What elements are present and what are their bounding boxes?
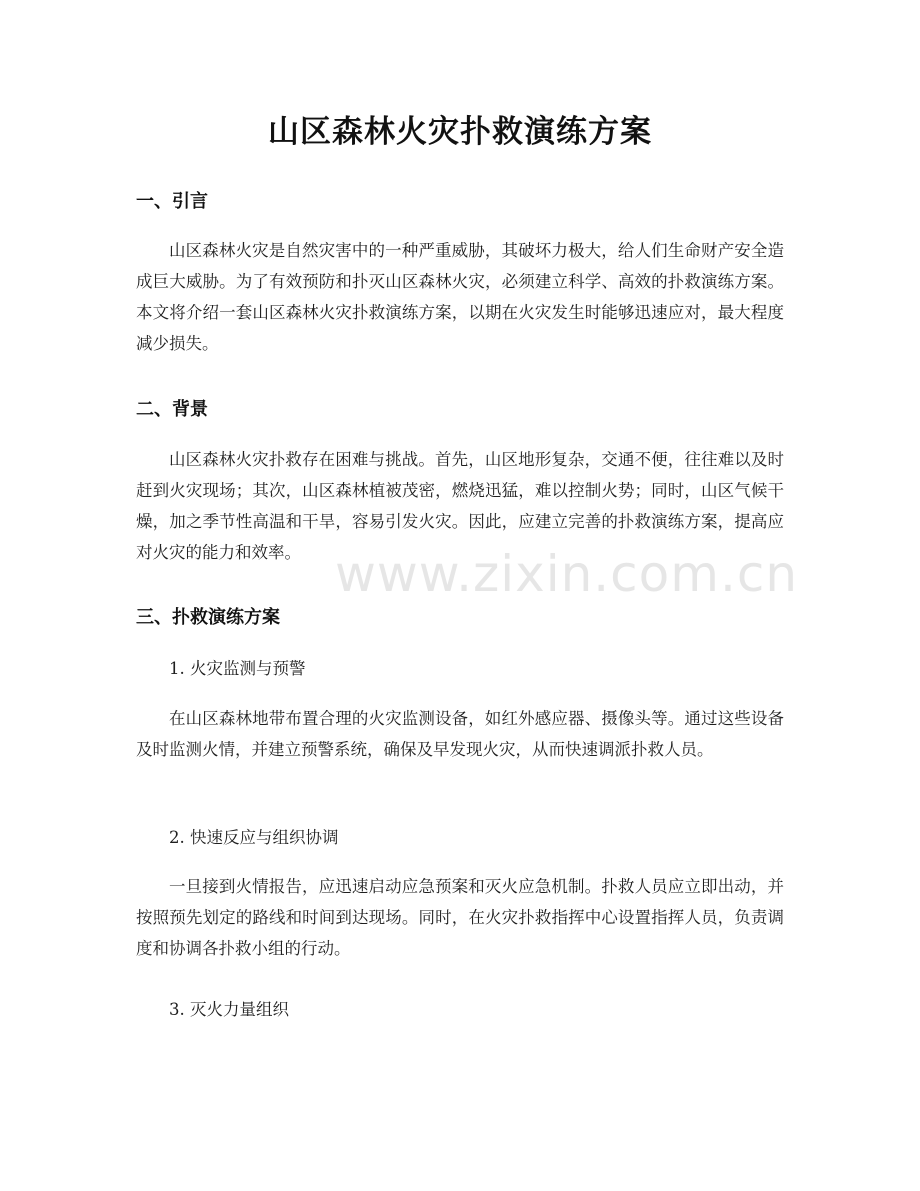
section-heading-intro: 一、引言 bbox=[136, 191, 208, 212]
section-paragraph-intro: 山区森林火灾是自然灾害中的一种严重威胁，其破坏力极大，给人们生命财产安全造成巨大威胁。为了有效预防和扑灭山区森林火灾，必须建立科学、高效的扑救演练方案。本文将介绍一套山区森林火灾扑救演练方案，以期在火灾发生时能够迅速应对，最大程度减少损失。 bbox=[136, 241, 784, 353]
plan-item-label-1: 1. 火灾监测与预警 bbox=[169, 659, 306, 678]
plan-item-paragraph-2: 一旦接到火情报告，应迅速启动应急预案和灭火应急机制。扑救人员应立即出动，并按照预先划定的路线和时间到达现场。同时，在火灾扑救指挥中心设置指挥人员，负责调度和协调各扑救小组的行动。 bbox=[136, 877, 784, 958]
plan-item-label-2: 2. 快速反应与组织协调 bbox=[169, 828, 339, 847]
plan-item-paragraph-1: 在山区森林地带布置合理的火灾监测设备，如红外感应器、摄像头等。通过这些设备及时监测火情，并建立预警系统，确保及早发现火灾，从而快速调派扑救人员。 bbox=[136, 709, 784, 759]
section-heading-plan: 三、扑救演练方案 bbox=[136, 607, 280, 628]
document-title: 山区森林火灾扑救演练方案 bbox=[268, 114, 652, 150]
watermark-text: www.zixin.com.cn bbox=[335, 545, 799, 603]
section-heading-background: 二、背景 bbox=[136, 399, 208, 420]
section-paragraph-background: 山区森林火灾扑救存在困难与挑战。首先，山区地形复杂，交通不便，往往难以及时赶到火灾现场；其次，山区森林植被茂密，燃烧迅猛，难以控制火势；同时，山区气候干燥，加之季节性高温和干旱，容易引发火灾。因此，应建立完善的扑救演练方案，提高应对火灾的能力和效率。 bbox=[136, 450, 784, 562]
plan-item-label-3: 3. 灭火力量组织 bbox=[169, 1000, 289, 1019]
